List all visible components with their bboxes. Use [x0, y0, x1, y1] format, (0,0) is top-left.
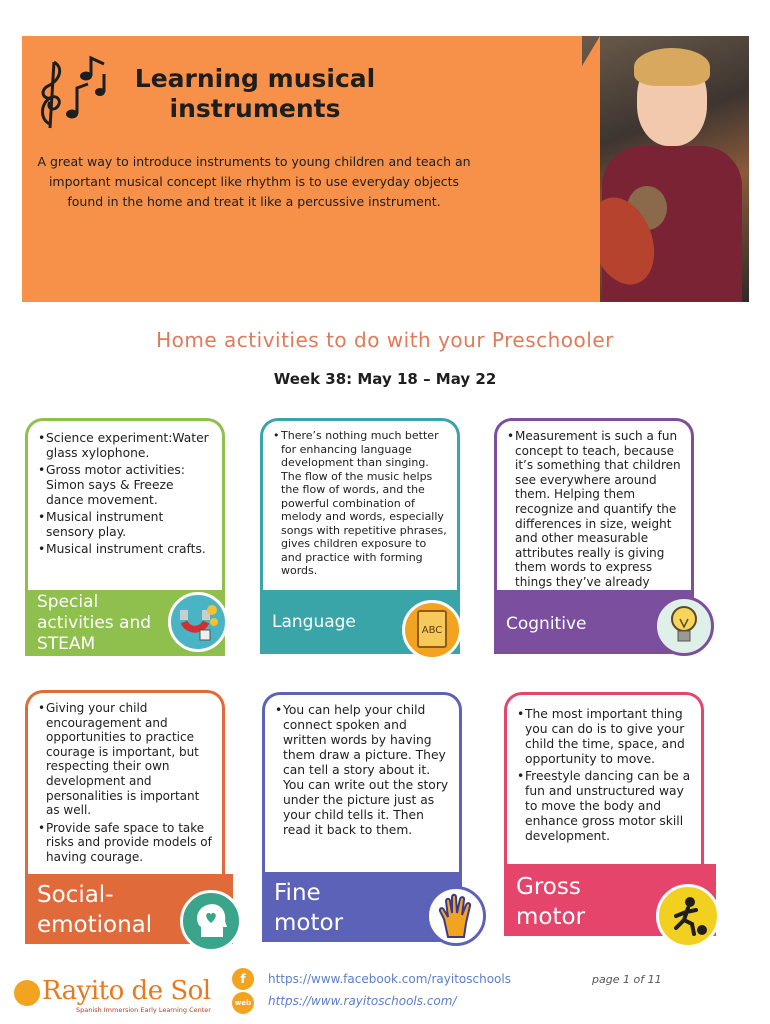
- intro-paragraph: A great way to introduce instruments to young children and teach an important musical concept like rhythm is to use everyday objects found in the home and treat it like a percussive instrument.: [37, 154, 471, 209]
- category-label: Cognitive: [506, 614, 587, 634]
- music-notes-icon: [36, 54, 108, 130]
- card-fine-motor: [262, 692, 462, 872]
- facebook-link[interactable]: https://www.facebook.com/rayitoschools: [268, 972, 511, 986]
- list-item: • Freestyle dancing can be a fun and unstructured way to move the body and enhance gross motor skill development.: [517, 769, 693, 844]
- magnet-icon: [168, 592, 228, 652]
- book-icon: [402, 600, 462, 660]
- list-item: • The most important thing you can do is to give your child the time, space, and opportunity to move.: [517, 707, 693, 767]
- list-item: • Musical instrument crafts.: [38, 542, 214, 557]
- category-label: Language: [272, 612, 356, 632]
- category-label: Fine motor: [274, 880, 344, 936]
- web-icon[interactable]: web: [232, 992, 254, 1014]
- category-label: Special activities and STEAM: [37, 592, 152, 654]
- list-item: • Science experiment:Water glass xylophone.: [38, 431, 214, 461]
- card-language: [260, 418, 460, 590]
- sun-icon: [14, 980, 40, 1006]
- facebook-icon[interactable]: f: [232, 968, 254, 990]
- card-gross-motor: [504, 692, 704, 864]
- list-item: • You can help your child connect spoken and written words by having them draw a picture. They can tell a story about it. You can write out the story under the picture just as your child tells it. Then read it back to them.: [275, 703, 451, 838]
- section-subtitle: Home activities to do with your Preschooler: [156, 328, 614, 352]
- week-heading: Week 38: May 18 – May 22: [273, 370, 497, 388]
- card-social-emotional: [25, 690, 225, 874]
- list-item: • Provide safe space to take risks and provide models of having courage.: [38, 821, 214, 865]
- website-link[interactable]: https://www.rayitoschools.com/: [268, 994, 457, 1008]
- lightbulb-icon: [654, 596, 714, 656]
- rayito-de-sol-logo: Rayito de Sol Spanish Immersion Early Learning Center: [14, 972, 214, 1016]
- hand-icon: [426, 886, 486, 946]
- list-item: • Measurement is such a fun concept to teach, because it’s something that children see everywhere around them. Helping them recognize and quantify the differences in size, weight and other measurable attributes really is giving them words to express things they’ve already: [507, 429, 683, 619]
- category-label: Social- emotional: [37, 882, 153, 938]
- svg-text:ABC: ABC: [421, 625, 443, 636]
- list-item: • Gross motor activities: Simon says & Freeze dance movement.: [38, 463, 214, 508]
- kicking-ball-icon: [656, 884, 720, 948]
- page-title: Learning musical instruments: [134, 64, 376, 123]
- list-item: • Giving your child encouragement and opportunities to practice courage is important, but respecting their own development and personalities is important as well.: [38, 701, 214, 818]
- card-cognitive: [494, 418, 694, 590]
- page-number: page 1 of 11: [592, 973, 662, 986]
- list-item: • Musical instrument sensory play.: [38, 510, 214, 540]
- card-steam: [25, 418, 225, 590]
- list-item: • There’s nothing much better for enhancing language development than singing. The flow of the music helps the flow of words, and the powerful combination of melody and words, especially songs with repetitive phrases, gives children exposure to and practice with forming words.: [273, 429, 449, 578]
- heart-head-icon: [180, 890, 242, 952]
- child-with-maraca-photo: [582, 36, 749, 302]
- category-label: Gross motor: [516, 874, 586, 930]
